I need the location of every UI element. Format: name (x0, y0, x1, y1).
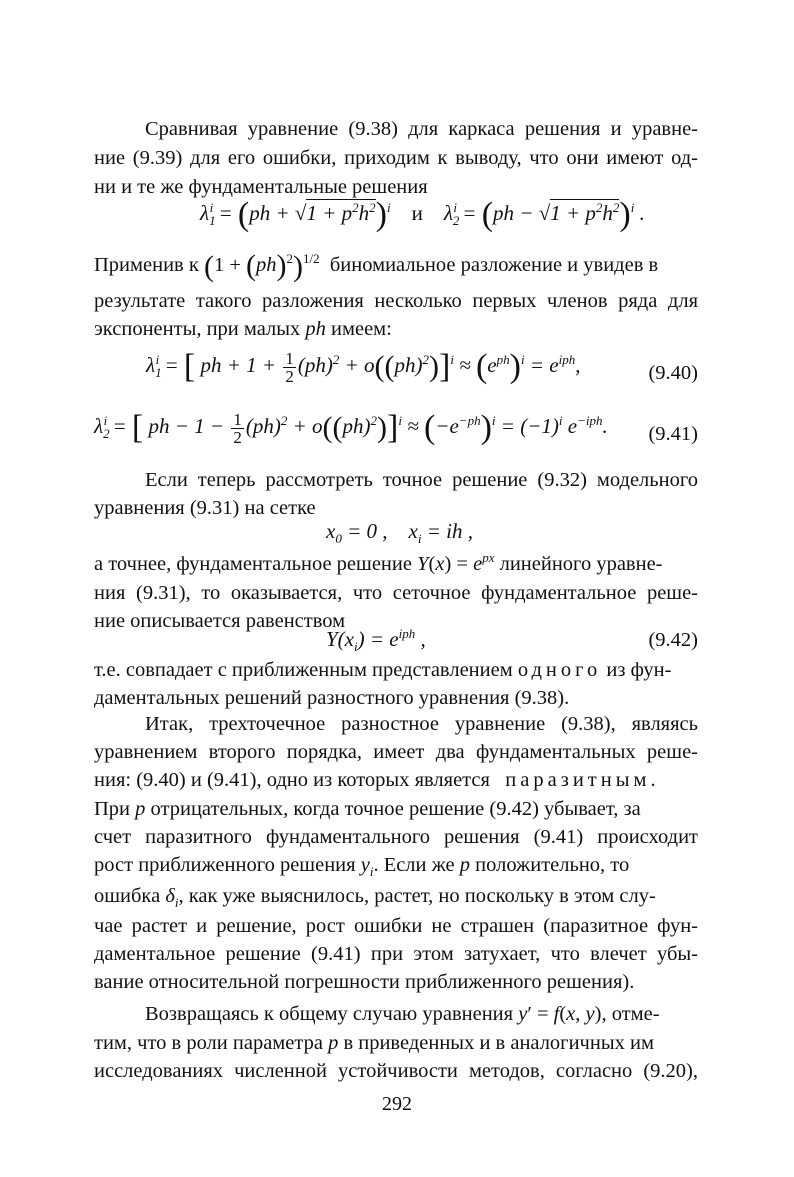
text-line: ошибка $\delta_i$, как уже выяснилось, растет, но поскольку в этом слу- (94, 885, 656, 911)
text-line: вание относительной погрешности приближенного решения). (94, 971, 635, 993)
text-line: результате такого разложения несколько первых членов ряда для (94, 290, 698, 312)
text-line: ния: (9.40) и (9.41), одно из которых является паразитным. (94, 769, 660, 791)
text-line: даментальное решение (9.41) при этом затухает, что влечет убы- (94, 943, 698, 965)
equation-grid: $x_0 = 0$ , $x_i$ = ih , (326, 519, 473, 547)
text-line: Возвращаясь к общему случаю уравнения y′ = f(x, y), отме- (145, 1003, 660, 1025)
text-line: Применив к $(1 + (ph)^2)^{1/2}$ биномиальное разложение и увидев в (94, 249, 659, 283)
text-line: ние описывается равенством (94, 610, 346, 632)
text-line: рост приближенного решения $y_i$. Если же p положительно, то (94, 854, 630, 880)
text-line: чае растет и решение, рост ошибки не страшен (паразитное фун- (94, 915, 698, 937)
text-line: Если теперь рассмотреть точное решение (9.32) модельного (145, 469, 698, 491)
text-line: ния (9.31), то оказывается, что сеточное фундаментальное реше- (94, 582, 698, 604)
equation-9-40: $\lambda_1^i$ = [ ph + 1 + $\frac{1}{2}$ $(ph)^2 + o((ph)^2)]^i \approx (e^{ph})^i = e^{iph}$, (146, 348, 581, 386)
text-line: тим, что в роли параметра p в приведенных и в аналогичных им (94, 1032, 654, 1054)
page-number: 292 (382, 1093, 412, 1115)
text-line: Сравнивая уравнение (9.38) для каркаса решения и уравне- (145, 118, 698, 140)
equation-9-42: $Y(x_i) = e^{iph}$ , (326, 626, 426, 655)
text-line: уравнения (9.31) на сетке (94, 497, 316, 519)
text-line: ни и те же фундаментальные решения (94, 176, 428, 198)
equation-number: (9.42) (648, 629, 698, 651)
text-line: т.е. совпадает с приближенным представлением одного из фун- (94, 659, 672, 681)
text-line: При p отрицательных, когда точное решение (9.42) убывает, за (94, 798, 641, 820)
equation-9-41: $\lambda_2^i$ = [ ph − 1 − $\frac{1}{2}$ $(ph)^2 + o((ph)^2)]^i \approx (-e^{-ph})^i = (-1)^i$ $e^{-iph}$. (94, 409, 608, 447)
text-line: даментальных решений разностного уравнения (9.38). (94, 687, 570, 709)
equation-lambda-roots: $\lambda_1^i = (ph + √1 + p^2h^2)^i$ и $\lambda_2^i = (ph - √1 + p^2h^2)^i$ . (200, 196, 645, 233)
text-line: ние (9.39) для его ошибки, приходим к выводу, что они имеют од- (94, 147, 698, 169)
text-line: а точнее, фундаментальное решение $Y(x) = e^{px}$ линейного уравне- (94, 550, 663, 575)
text-line: экспоненты, при малых ph имеем: (94, 318, 392, 340)
equation-number: (9.40) (648, 362, 698, 384)
text-line: Итак, трехточечное разностное уравнение (9.38), являясь (145, 713, 698, 735)
text-line: уравнением второго порядка, имеет два фундаментальных реше- (94, 741, 698, 763)
text-line: счет паразитного фундаментального решения (9.41) происходит (94, 826, 698, 848)
text-line: исследованиях численной устойчивости методов, согласно (9.20), (94, 1060, 698, 1082)
equation-number: (9.41) (648, 423, 698, 445)
